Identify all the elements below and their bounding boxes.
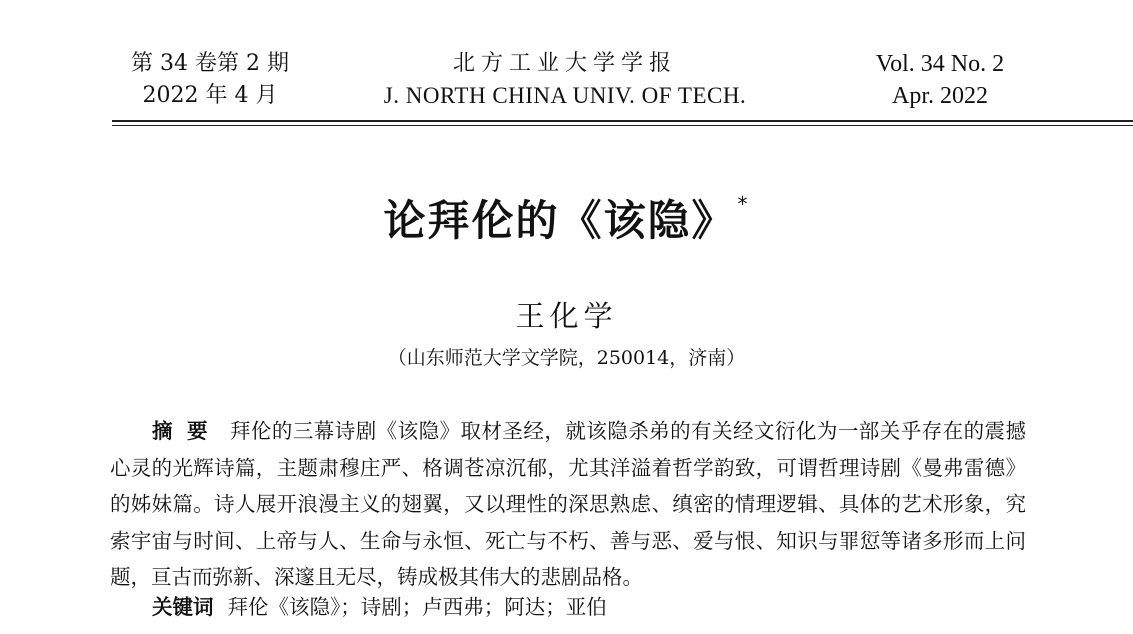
author-affiliation: （山东师范大学文学院，250014，济南） bbox=[387, 347, 746, 369]
header-rule-thin bbox=[112, 125, 1133, 126]
journal-issue-en bbox=[860, 48, 1020, 112]
abstract bbox=[110, 413, 1026, 596]
title-footnote-mark: * bbox=[737, 192, 750, 216]
author-name: 王化学 bbox=[515, 299, 618, 333]
publication-date-en: Apr. 2022 bbox=[892, 83, 988, 109]
volume-issue-cn: 第 34 卷第 2 期 bbox=[131, 51, 289, 76]
abstract-text: 拜伦的三幕诗剧《该隐》取材圣经，就该隐杀弟的有关经文衍化为一部关乎存在的震撼心灵的光辉诗篇，主题肃穆庄严、格调苍凉沉郁，尤其洋溢着哲学韵致，可谓哲理诗剧《曼弗雷德》的姊妹篇。诗人展开浪漫主义的翅翼，又以理性的深思熟虑、缜密的情理逻辑、具体的艺术形象，究索宇宙与时间、上帝与人、生命与永恒、死亡与不朽、善与恶、爱与恨、知识与罪愆等诸多形而上问题，亘古而弥新、深邃且无尽，铸成极其伟大的悲剧品格。 bbox=[110, 419, 1027, 589]
journal-name-en: J. NORTH CHINA UNIV. OF TECH. bbox=[383, 83, 747, 108]
keywords bbox=[152, 592, 1032, 622]
publication-date-cn: 2022 年 4 月 bbox=[142, 83, 278, 108]
article-title bbox=[0, 188, 1133, 248]
article-title-text: 论拜伦的《该隐》 bbox=[383, 196, 736, 245]
journal-issue-cn bbox=[110, 48, 310, 112]
keywords-label: 关键词 bbox=[152, 595, 214, 619]
journal-name-cn: 北方工业大学学报 bbox=[452, 51, 677, 76]
journal-name bbox=[355, 48, 775, 112]
header-rule-thick bbox=[112, 120, 1133, 122]
keywords-text: 拜伦《该隐》；诗剧；卢西弗；阿达；亚伯 bbox=[227, 595, 607, 619]
abstract-label: 摘要 bbox=[152, 419, 222, 443]
volume-issue-en: Vol. 34 No. 2 bbox=[875, 51, 1005, 77]
